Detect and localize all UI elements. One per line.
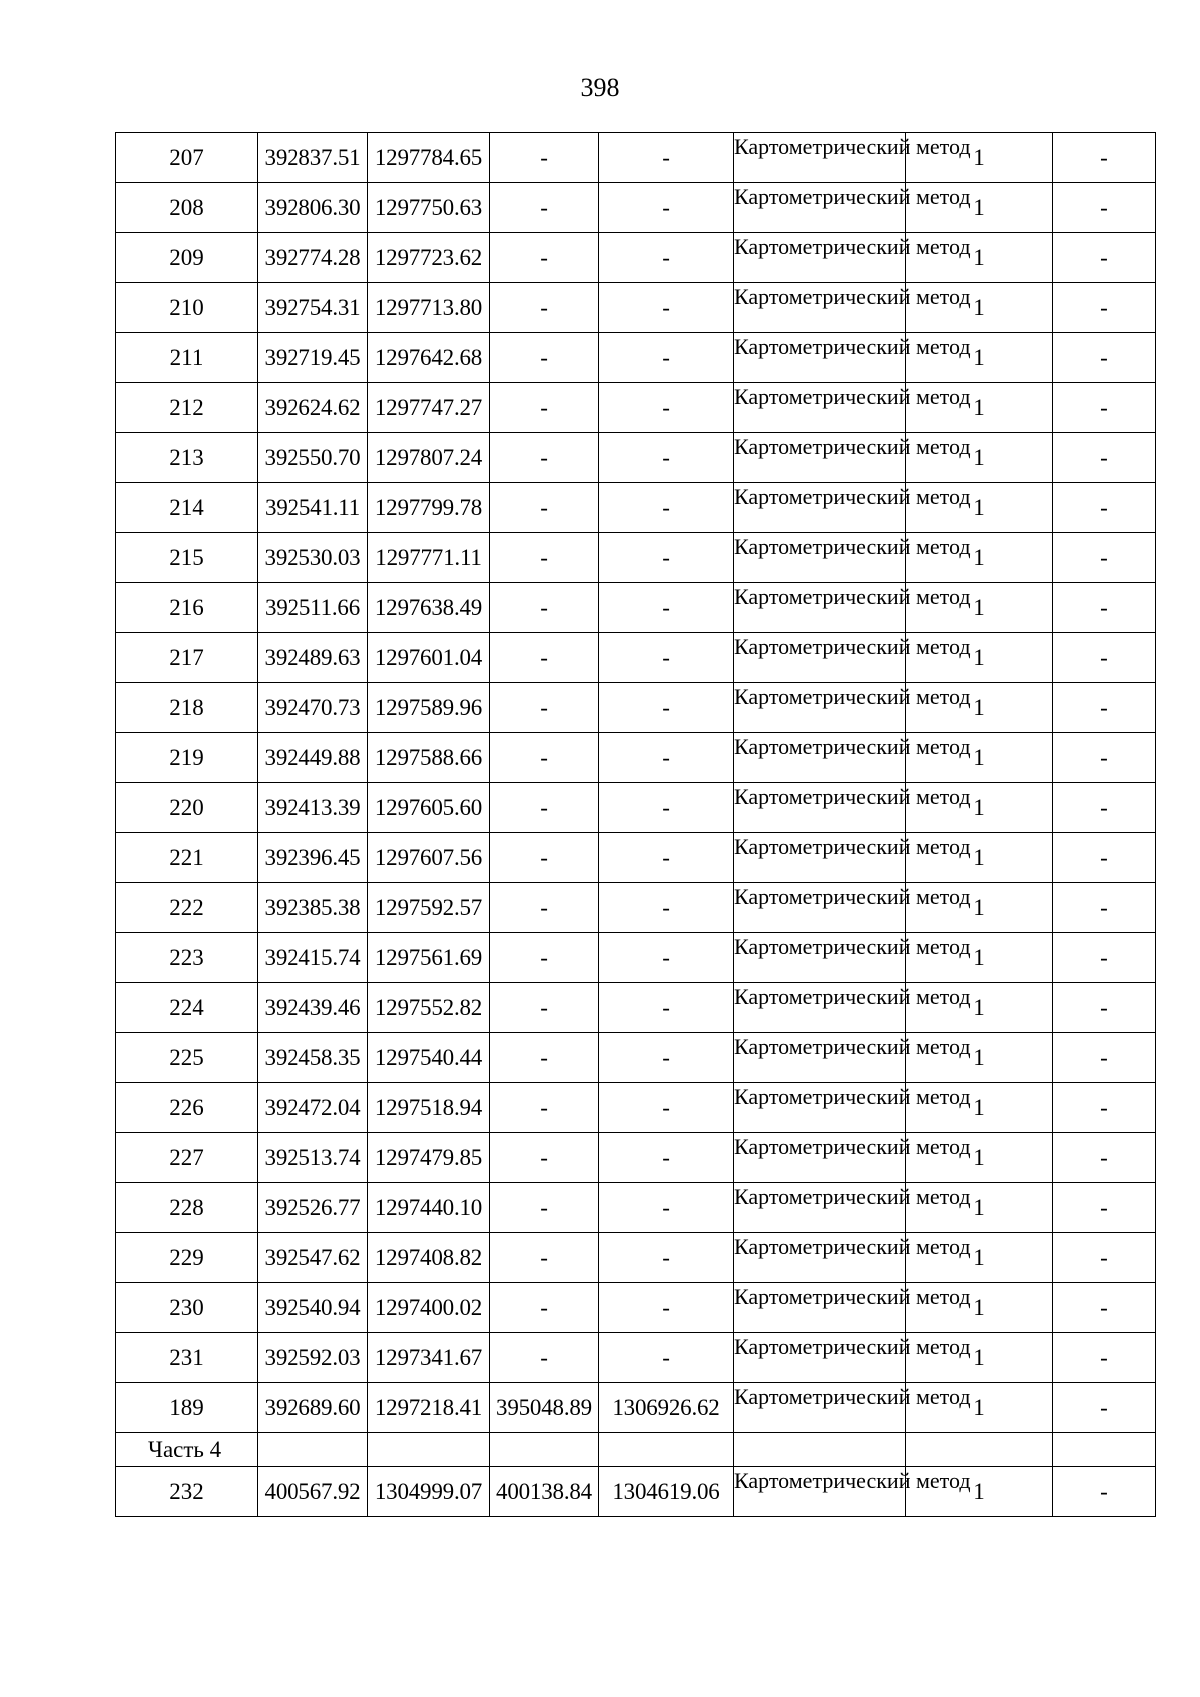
table-row bbox=[116, 1467, 1156, 1517]
accuracy-cell: 1 bbox=[906, 133, 1053, 183]
point-number-cell: 228 bbox=[116, 1183, 258, 1233]
x-old-cell: 400138.84 bbox=[490, 1467, 599, 1517]
y-coordinate-cell: 1297341.67 bbox=[368, 1333, 490, 1383]
table-row bbox=[116, 783, 1156, 833]
y-old-cell: - bbox=[599, 933, 734, 983]
y-coordinate-cell: 1297723.62 bbox=[368, 233, 490, 283]
method-text: Картометрический метод bbox=[734, 283, 971, 309]
description-cell: - bbox=[1053, 433, 1156, 483]
method-cell bbox=[734, 133, 971, 183]
description-cell: - bbox=[1053, 1133, 1156, 1183]
table-row bbox=[116, 883, 1156, 933]
method-text: Картометрический метод bbox=[734, 233, 971, 259]
method-cell bbox=[734, 733, 971, 783]
accuracy-cell: 1 bbox=[906, 1283, 1053, 1333]
y-old-cell: - bbox=[599, 333, 734, 383]
method-cell bbox=[734, 1467, 971, 1517]
method-text: Картометрический метод bbox=[734, 1283, 971, 1309]
accuracy-cell: 1 bbox=[906, 783, 1053, 833]
accuracy-cell: 1 bbox=[906, 583, 1053, 633]
x-coordinate-cell: 392385.38 bbox=[258, 883, 368, 933]
y-coordinate-cell: 1297400.02 bbox=[368, 1283, 490, 1333]
table-row bbox=[116, 1083, 1156, 1133]
accuracy-cell: 1 bbox=[906, 683, 1053, 733]
method-text: Картометрический метод bbox=[734, 1033, 971, 1059]
table-row bbox=[116, 283, 1156, 333]
table-row bbox=[116, 1033, 1156, 1083]
y-coordinate-cell: 1297713.80 bbox=[368, 283, 490, 333]
accuracy-cell: 1 bbox=[906, 633, 1053, 683]
y-old-cell: - bbox=[599, 1183, 734, 1233]
y-old-cell: - bbox=[599, 1083, 734, 1133]
method-text: Картометрический метод bbox=[734, 833, 971, 859]
x-old-cell: - bbox=[490, 683, 599, 733]
table-row bbox=[116, 583, 1156, 633]
method-text: Картометрический метод bbox=[734, 383, 971, 409]
y-coordinate-cell: 1297518.94 bbox=[368, 1083, 490, 1133]
x-old-cell: - bbox=[490, 1333, 599, 1383]
y-coordinate-cell: 1297408.82 bbox=[368, 1233, 490, 1283]
table-row bbox=[116, 183, 1156, 233]
description-cell: - bbox=[1053, 733, 1156, 783]
accuracy-cell: 1 bbox=[906, 333, 1053, 383]
y-coordinate-cell: 1297592.57 bbox=[368, 883, 490, 933]
method-cell bbox=[734, 333, 971, 383]
x-old-cell: - bbox=[490, 933, 599, 983]
method-text: Картометрический метод bbox=[734, 1333, 971, 1359]
x-coordinate-cell: 392513.74 bbox=[258, 1133, 368, 1183]
y-coordinate-cell: 1297799.78 bbox=[368, 483, 490, 533]
method-text: Картометрический метод bbox=[734, 733, 971, 759]
accuracy-cell: 1 bbox=[906, 1033, 1053, 1083]
accuracy-cell: 1 bbox=[906, 383, 1053, 433]
y-old-cell: - bbox=[599, 883, 734, 933]
table-row bbox=[116, 333, 1156, 383]
method-cell bbox=[734, 483, 971, 533]
accuracy-cell: 1 bbox=[906, 183, 1053, 233]
point-number-cell: 220 bbox=[116, 783, 258, 833]
x-old-cell: - bbox=[490, 733, 599, 783]
y-old-cell: - bbox=[599, 383, 734, 433]
accuracy-cell: 1 bbox=[906, 1083, 1053, 1133]
method-text: Картометрический метод bbox=[734, 683, 971, 709]
method-text: Картометрический метод bbox=[734, 933, 971, 959]
y-coordinate-cell: 1297771.11 bbox=[368, 533, 490, 583]
description-cell: - bbox=[1053, 233, 1156, 283]
method-cell bbox=[734, 383, 971, 433]
y-old-cell: - bbox=[599, 283, 734, 333]
y-old-cell: - bbox=[599, 1033, 734, 1083]
point-number-cell: 229 bbox=[116, 1233, 258, 1283]
accuracy-cell: 1 bbox=[906, 883, 1053, 933]
point-number-cell: 211 bbox=[116, 333, 258, 383]
method-cell bbox=[734, 1083, 971, 1133]
x-old-cell: - bbox=[490, 1133, 599, 1183]
y-coordinate-cell: 1297540.44 bbox=[368, 1033, 490, 1083]
point-number-cell: 230 bbox=[116, 1283, 258, 1333]
description-cell: - bbox=[1053, 783, 1156, 833]
method-cell bbox=[734, 883, 971, 933]
method-cell bbox=[734, 283, 971, 333]
x-coordinate-cell: 392526.77 bbox=[258, 1183, 368, 1233]
x-coordinate-cell: 392489.63 bbox=[258, 633, 368, 683]
accuracy-cell: 1 bbox=[906, 283, 1053, 333]
table-row bbox=[116, 133, 1156, 183]
description-cell: - bbox=[1053, 183, 1156, 233]
table-row bbox=[116, 383, 1156, 433]
y-old-cell: - bbox=[599, 983, 734, 1033]
point-number-cell: 213 bbox=[116, 433, 258, 483]
description-cell: - bbox=[1053, 1033, 1156, 1083]
y-old-cell: - bbox=[599, 533, 734, 583]
table-row bbox=[116, 833, 1156, 883]
y-coordinate-cell: 1297607.56 bbox=[368, 833, 490, 883]
x-old-cell: - bbox=[490, 883, 599, 933]
accuracy-cell: 1 bbox=[906, 1233, 1053, 1283]
table-row bbox=[116, 1183, 1156, 1233]
y-coordinate-cell: 1297561.69 bbox=[368, 933, 490, 983]
table-row bbox=[116, 933, 1156, 983]
x-coordinate-cell: 392449.88 bbox=[258, 733, 368, 783]
point-number-cell: 222 bbox=[116, 883, 258, 933]
method-cell bbox=[734, 1283, 971, 1333]
method-cell bbox=[734, 933, 971, 983]
x-coordinate-cell: 392774.28 bbox=[258, 233, 368, 283]
y-coordinate-cell: 1297589.96 bbox=[368, 683, 490, 733]
description-cell: - bbox=[1053, 683, 1156, 733]
x-old-cell: - bbox=[490, 183, 599, 233]
x-old-cell: - bbox=[490, 783, 599, 833]
x-coordinate-cell: 392689.60 bbox=[258, 1383, 368, 1433]
method-text: Картометрический метод bbox=[734, 183, 971, 209]
empty-cell bbox=[906, 1433, 1053, 1467]
y-coordinate-cell: 1297601.04 bbox=[368, 633, 490, 683]
y-coordinate-cell: 1297552.82 bbox=[368, 983, 490, 1033]
accuracy-cell: 1 bbox=[906, 1333, 1053, 1383]
x-coordinate-cell: 392540.94 bbox=[258, 1283, 368, 1333]
table-row bbox=[116, 1133, 1156, 1183]
x-coordinate-cell: 392511.66 bbox=[258, 583, 368, 633]
description-cell: - bbox=[1053, 933, 1156, 983]
description-cell: - bbox=[1053, 583, 1156, 633]
y-coordinate-cell: 1297440.10 bbox=[368, 1183, 490, 1233]
y-coordinate-cell: 1297479.85 bbox=[368, 1133, 490, 1183]
description-cell: - bbox=[1053, 133, 1156, 183]
method-text: Картометрический метод bbox=[734, 1083, 971, 1109]
method-text: Картометрический метод bbox=[734, 583, 971, 609]
point-number-cell: 216 bbox=[116, 583, 258, 633]
empty-cell bbox=[734, 1433, 906, 1467]
x-coordinate-cell: 392592.03 bbox=[258, 1333, 368, 1383]
x-coordinate-cell: 392837.51 bbox=[258, 133, 368, 183]
x-coordinate-cell: 392719.45 bbox=[258, 333, 368, 383]
x-coordinate-cell: 392754.31 bbox=[258, 283, 368, 333]
y-coordinate-cell: 1297605.60 bbox=[368, 783, 490, 833]
point-number-cell: 217 bbox=[116, 633, 258, 683]
x-old-cell: - bbox=[490, 533, 599, 583]
table-row bbox=[116, 633, 1156, 683]
y-coordinate-cell: 1297807.24 bbox=[368, 433, 490, 483]
y-coordinate-cell: 1297784.65 bbox=[368, 133, 490, 183]
table-body bbox=[116, 133, 1156, 1517]
point-number-cell: 208 bbox=[116, 183, 258, 233]
x-old-cell: - bbox=[490, 283, 599, 333]
method-cell bbox=[734, 583, 971, 633]
method-text: Картометрический метод bbox=[734, 1183, 971, 1209]
y-coordinate-cell: 1297750.63 bbox=[368, 183, 490, 233]
y-old-cell: - bbox=[599, 733, 734, 783]
method-text: Картометрический метод bbox=[734, 533, 971, 559]
table-row bbox=[116, 1383, 1156, 1433]
x-coordinate-cell: 392624.62 bbox=[258, 383, 368, 433]
y-old-cell: - bbox=[599, 633, 734, 683]
method-text: Картометрический метод bbox=[734, 1383, 971, 1409]
x-old-cell: - bbox=[490, 633, 599, 683]
x-coordinate-cell: 392470.73 bbox=[258, 683, 368, 733]
method-cell bbox=[734, 683, 971, 733]
method-cell bbox=[734, 833, 971, 883]
method-cell bbox=[734, 633, 971, 683]
accuracy-cell: 1 bbox=[906, 533, 1053, 583]
y-coordinate-cell: 1297642.68 bbox=[368, 333, 490, 383]
method-cell bbox=[734, 183, 971, 233]
description-cell: - bbox=[1053, 883, 1156, 933]
table-row bbox=[116, 1333, 1156, 1383]
x-old-cell: - bbox=[490, 1183, 599, 1233]
description-cell: - bbox=[1053, 1333, 1156, 1383]
accuracy-cell: 1 bbox=[906, 1183, 1053, 1233]
y-coordinate-cell: 1297747.27 bbox=[368, 383, 490, 433]
description-cell: - bbox=[1053, 1233, 1156, 1283]
y-old-cell: - bbox=[599, 483, 734, 533]
point-number-cell: 231 bbox=[116, 1333, 258, 1383]
x-old-cell: - bbox=[490, 333, 599, 383]
accuracy-cell: 1 bbox=[906, 933, 1053, 983]
x-old-cell: - bbox=[490, 483, 599, 533]
x-old-cell: - bbox=[490, 133, 599, 183]
point-number-cell: 225 bbox=[116, 1033, 258, 1083]
y-old-cell: - bbox=[599, 783, 734, 833]
point-number-cell: 212 bbox=[116, 383, 258, 433]
x-old-cell: - bbox=[490, 383, 599, 433]
description-cell: - bbox=[1053, 483, 1156, 533]
table-row bbox=[116, 233, 1156, 283]
y-old-cell: - bbox=[599, 1133, 734, 1183]
y-coordinate-cell: 1297588.66 bbox=[368, 733, 490, 783]
accuracy-cell: 1 bbox=[906, 483, 1053, 533]
description-cell: - bbox=[1053, 833, 1156, 883]
method-text: Картометрический метод bbox=[734, 983, 971, 1009]
accuracy-cell: 1 bbox=[906, 733, 1053, 783]
x-old-cell: - bbox=[490, 983, 599, 1033]
x-coordinate-cell: 392458.35 bbox=[258, 1033, 368, 1083]
table-row bbox=[116, 1283, 1156, 1333]
description-cell: - bbox=[1053, 383, 1156, 433]
method-cell bbox=[734, 533, 971, 583]
table-row bbox=[116, 1233, 1156, 1283]
method-text: Картометрический метод bbox=[734, 633, 971, 659]
coordinates-table bbox=[115, 132, 1156, 1517]
method-text: Картометрический метод bbox=[734, 483, 971, 509]
x-old-cell: - bbox=[490, 433, 599, 483]
method-cell bbox=[734, 983, 971, 1033]
y-coordinate-cell: 1297218.41 bbox=[368, 1383, 490, 1433]
method-cell bbox=[734, 233, 971, 283]
point-number-cell: 232 bbox=[116, 1467, 258, 1517]
method-text: Картометрический метод bbox=[734, 1233, 971, 1259]
x-coordinate-cell: 400567.92 bbox=[258, 1467, 368, 1517]
description-cell: - bbox=[1053, 533, 1156, 583]
accuracy-cell: 1 bbox=[906, 433, 1053, 483]
x-old-cell: - bbox=[490, 1233, 599, 1283]
table-row bbox=[116, 983, 1156, 1033]
method-cell bbox=[734, 1383, 971, 1433]
method-cell bbox=[734, 1133, 971, 1183]
method-text: Картометрический метод bbox=[734, 883, 971, 909]
y-old-cell: - bbox=[599, 1333, 734, 1383]
x-old-cell: - bbox=[490, 1283, 599, 1333]
point-number-cell: 219 bbox=[116, 733, 258, 783]
table-row bbox=[116, 433, 1156, 483]
x-coordinate-cell: 392530.03 bbox=[258, 533, 368, 583]
accuracy-cell: 1 bbox=[906, 1467, 1053, 1517]
method-cell bbox=[734, 1033, 971, 1083]
accuracy-cell: 1 bbox=[906, 983, 1053, 1033]
y-coordinate-cell: 1297638.49 bbox=[368, 583, 490, 633]
y-old-cell: - bbox=[599, 833, 734, 883]
description-cell: - bbox=[1053, 283, 1156, 333]
point-number-cell: 224 bbox=[116, 983, 258, 1033]
point-number-cell: 209 bbox=[116, 233, 258, 283]
point-number-cell: 189 bbox=[116, 1383, 258, 1433]
point-number-cell: 207 bbox=[116, 133, 258, 183]
empty-cell bbox=[490, 1433, 599, 1467]
point-number-cell: 223 bbox=[116, 933, 258, 983]
method-cell bbox=[734, 433, 971, 483]
y-coordinate-cell: 1304999.07 bbox=[368, 1467, 490, 1517]
accuracy-cell: 1 bbox=[906, 1383, 1053, 1433]
page-number: 398 bbox=[580, 73, 620, 102]
method-cell bbox=[734, 783, 971, 833]
method-text: Картометрический метод bbox=[734, 1133, 971, 1159]
description-cell: - bbox=[1053, 633, 1156, 683]
x-old-cell: - bbox=[490, 583, 599, 633]
x-old-cell: - bbox=[490, 1033, 599, 1083]
x-old-cell: 395048.89 bbox=[490, 1383, 599, 1433]
y-old-cell: - bbox=[599, 133, 734, 183]
y-old-cell: 1306926.62 bbox=[599, 1383, 734, 1433]
point-number-cell: 221 bbox=[116, 833, 258, 883]
description-cell: - bbox=[1053, 1283, 1156, 1333]
x-coordinate-cell: 392413.39 bbox=[258, 783, 368, 833]
y-old-cell: - bbox=[599, 583, 734, 633]
method-text: Картометрический метод bbox=[734, 1467, 971, 1493]
point-number-cell: 215 bbox=[116, 533, 258, 583]
description-cell: - bbox=[1053, 1083, 1156, 1133]
description-cell: - bbox=[1053, 1383, 1156, 1433]
x-coordinate-cell: 392472.04 bbox=[258, 1083, 368, 1133]
description-cell: - bbox=[1053, 983, 1156, 1033]
point-number-cell: 227 bbox=[116, 1133, 258, 1183]
method-cell bbox=[734, 1233, 971, 1283]
x-old-cell: - bbox=[490, 833, 599, 883]
description-cell: - bbox=[1053, 1467, 1156, 1517]
point-number-cell: 214 bbox=[116, 483, 258, 533]
method-cell bbox=[734, 1333, 971, 1383]
x-coordinate-cell: 392547.62 bbox=[258, 1233, 368, 1283]
y-old-cell: - bbox=[599, 683, 734, 733]
y-old-cell: - bbox=[599, 1283, 734, 1333]
table-row bbox=[116, 533, 1156, 583]
method-text: Картометрический метод bbox=[734, 333, 971, 359]
y-old-cell: - bbox=[599, 233, 734, 283]
x-coordinate-cell: 392550.70 bbox=[258, 433, 368, 483]
x-coordinate-cell: 392806.30 bbox=[258, 183, 368, 233]
x-old-cell: - bbox=[490, 233, 599, 283]
x-coordinate-cell: 392541.11 bbox=[258, 483, 368, 533]
y-old-cell: 1304619.06 bbox=[599, 1467, 734, 1517]
x-old-cell: - bbox=[490, 1083, 599, 1133]
table-row bbox=[116, 483, 1156, 533]
x-coordinate-cell: 392396.45 bbox=[258, 833, 368, 883]
table-row bbox=[116, 733, 1156, 783]
point-number-cell: 210 bbox=[116, 283, 258, 333]
method-text: Картометрический метод bbox=[734, 783, 971, 809]
y-old-cell: - bbox=[599, 183, 734, 233]
y-old-cell: - bbox=[599, 1233, 734, 1283]
method-text: Картометрический метод bbox=[734, 133, 971, 159]
accuracy-cell: 1 bbox=[906, 833, 1053, 883]
empty-cell bbox=[599, 1433, 734, 1467]
part-header-row bbox=[116, 1433, 1156, 1467]
table-row bbox=[116, 683, 1156, 733]
point-number-cell: 218 bbox=[116, 683, 258, 733]
accuracy-cell: 1 bbox=[906, 1133, 1053, 1183]
empty-cell bbox=[368, 1433, 490, 1467]
y-old-cell: - bbox=[599, 433, 734, 483]
x-coordinate-cell: 392415.74 bbox=[258, 933, 368, 983]
description-cell: - bbox=[1053, 1183, 1156, 1233]
empty-cell bbox=[258, 1433, 368, 1467]
accuracy-cell: 1 bbox=[906, 233, 1053, 283]
method-text: Картометрический метод bbox=[734, 433, 971, 459]
empty-cell bbox=[1053, 1433, 1156, 1467]
description-cell: - bbox=[1053, 333, 1156, 383]
x-coordinate-cell: 392439.46 bbox=[258, 983, 368, 1033]
point-number-cell: 226 bbox=[116, 1083, 258, 1133]
part-label: Часть 4 bbox=[116, 1433, 258, 1467]
method-cell bbox=[734, 1183, 971, 1233]
